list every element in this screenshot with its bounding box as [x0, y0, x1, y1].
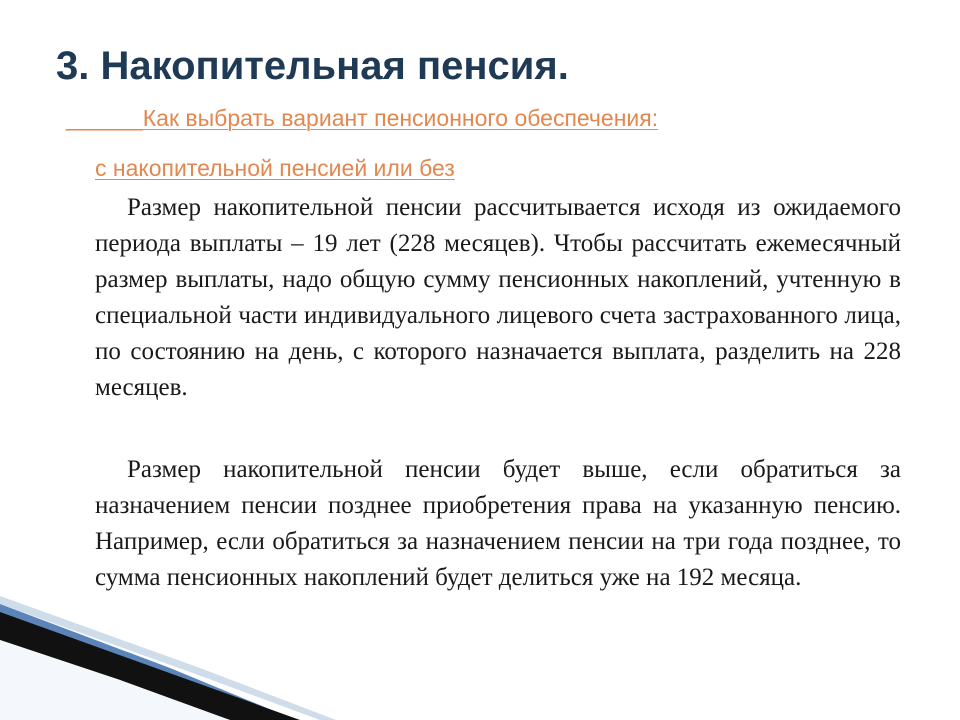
subtitle-line-2-text: с накопительной пенсией или без: [95, 155, 455, 181]
slide-title: 3. Накопительная пенсия.: [56, 44, 569, 88]
body-paragraph-2: Размер накопительной пенсии будет выше, если обратиться за назначением пенсии позднее приобретения права на указанную пенсию. Например, если обратиться за назначением пенсии на три года позднее, то сумма пенсионных накоплений будет делиться уже на 192 месяца.: [95, 456, 901, 591]
body-paragraph-1: Размер накопительной пенсии рассчитывается исходя из ожидаемого периода выплаты – 19 лет (228 месяцев). Чтобы рассчитать ежемесячный размер выплаты, надо общую сумму пенсионных накоплений, учтенную в специальной части индивидуального лицевого счета застрахованного лица, по состоянию на день, с которого назначается выплата, разделить на 228 месяцев.: [95, 194, 901, 401]
subtitle-line-1-text: ______Как выбрать вариант пенсионного обеспечения:: [66, 105, 659, 131]
subtitle-line-2: [95, 153, 455, 183]
subtitle-line-1: [66, 103, 658, 133]
